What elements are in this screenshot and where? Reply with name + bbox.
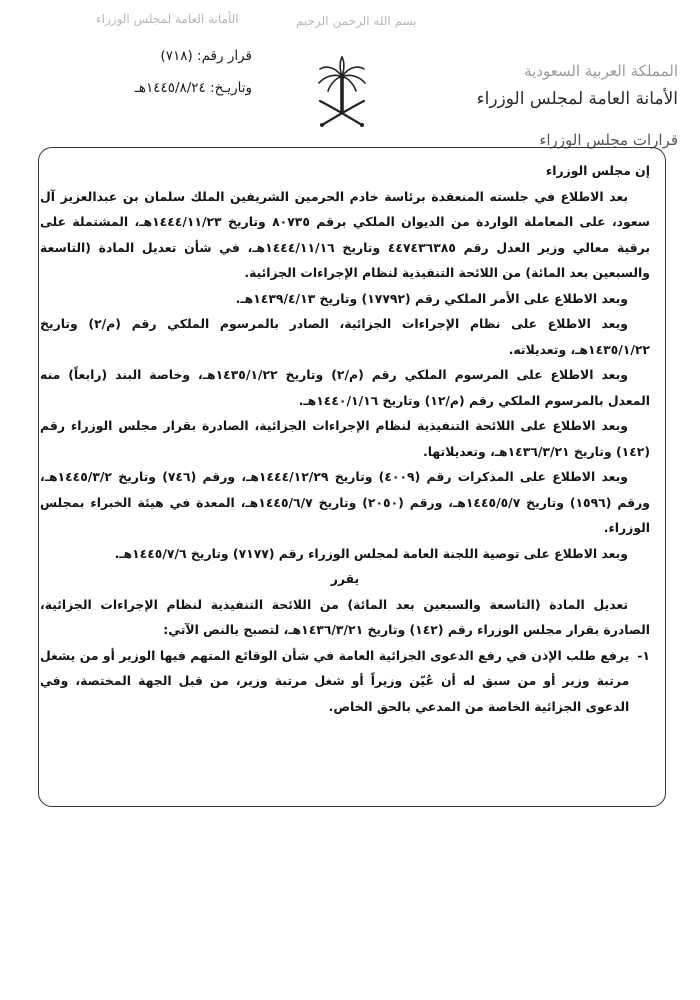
paragraph: وبعد الاطلاع على اللائحة التنفيذية لنظام الإجراءات الجزائية، الصادرة بقرار مجلس الوزراء رقم (١٤٢) وتاريخ ١٤٣٦/٣/٢١هـ، وتعديلاتها. (40, 418, 650, 459)
decision-body (40, 158, 650, 719)
decision-date: وتاريـخ: ١٤٤٥/٨/٢٤هـ (134, 80, 252, 96)
opening-line: إن مجلس الوزراء (545, 163, 650, 178)
paragraph: بعد الاطلاع في جلسته المنعقدة برئاسة خادم الحرمين الشريفين الملك سلمان بن عبدالعزيز آل سعود، على المعاملة الواردة من الديوان الملكي برقم ٨٠٧٣٥ وتاريخ ١٤٤٤/١١/٢٣هـ، المشتملة على برقية معالي وزير العدل رقم ٤٤٧٤٣٦٣٨٥ وتاريخ ١٤٤٤/١١/١٦هـ، في شأن تعديل المادة (التاسعة والسبعين بعد المائة) من اللائحة التنفيذية لنظام الإجراءات الجزائية. (40, 188, 650, 280)
decides-heading: يقرر (330, 571, 360, 586)
org-secretariat-name: الأمانة العامة لمجلس الوزراء (476, 89, 678, 109)
paragraph: وبعد الاطلاع على الأمر الملكي رقم (١٧٧٩٢) وتاريخ ١٤٣٩/٤/١٣هـ. (235, 290, 628, 306)
faint-stamp-center: بسم الله الرحمن الرحيم (296, 14, 417, 28)
org-kingdom-name: المملكة العربية السعودية (524, 62, 678, 80)
paragraph: وبعد الاطلاع على توصية اللجنة العامة لمجلس الوزراء رقم (٧١٧٧) وتاريخ ١٤٤٥/٧/٦هـ. (114, 545, 628, 561)
item-number: ١- (637, 647, 650, 663)
item-text: يرفع طلب الإذن في رفع الدعوى الجزائية العامة في شأن الوقائع المتهم فيها الوزير أو من يشغل مرتبة وزير أو من سبق له أن عُيّن وزيراً أو شغل مرتبة وزير، من قبل الجهة المختصة، وفي الدعوى الجزائية الخاصة من المدعي بالحق الخاص. (40, 647, 630, 714)
decision-meta (62, 40, 252, 104)
decision-text: تعديل المادة (التاسعة والسبعين بعد المائة) من اللائحة التنفيذية لنظام الإجراءات الجزائية، الصادرة بقرار مجلس الوزراء رقم (١٤٢) وتاريخ ١٤٣٦/٣/٢١هـ، لتصبح بالنص الآتي: (40, 596, 650, 637)
faint-stamp-left: الأمانة العامة لمجلس الوزراء (96, 12, 239, 26)
org-decisions-title: قرارات مجلس الوزراء (539, 131, 678, 149)
paragraph: وبعد الاطلاع على نظام الإجراءات الجزائية، الصادر بالمرسوم الملكي رقم (م/٢) وتاريخ ١٤٣٥/١/٢٢هـ، وتعديلاته. (40, 316, 650, 357)
paragraph: وبعد الاطلاع على المرسوم الملكي رقم (م/٢) وتاريخ ١٤٣٥/١/٢٢هـ، وخاصة البند (رابعاً) منه المعدل بالمرسوم الملكي رقم (م/١٢) وتاريخ ١٤٤٠/١/١٦هـ. (40, 367, 650, 408)
list-item (40, 643, 650, 720)
decision-number: قرار رقم: (٧١٨) (160, 48, 252, 64)
palm-swords-emblem-icon (312, 55, 372, 135)
organization-header (473, 58, 678, 152)
paragraph: وبعد الاطلاع على المذكرات رقم (٤٠٠٩) وتاريخ ١٤٤٤/١٢/٢٩هـ، ورقم (٧٤٦) وتاريخ ١٤٤٥/٣/٢هـ، ورقم (١٥٩٦) وتاريخ ١٤٤٥/٥/٧هـ، ورقم (٢٠٥٠) وتاريخ ١٤٤٥/٦/٧هـ، المعدة في هيئة الخبراء بمجلس الوزراء. (40, 469, 650, 535)
